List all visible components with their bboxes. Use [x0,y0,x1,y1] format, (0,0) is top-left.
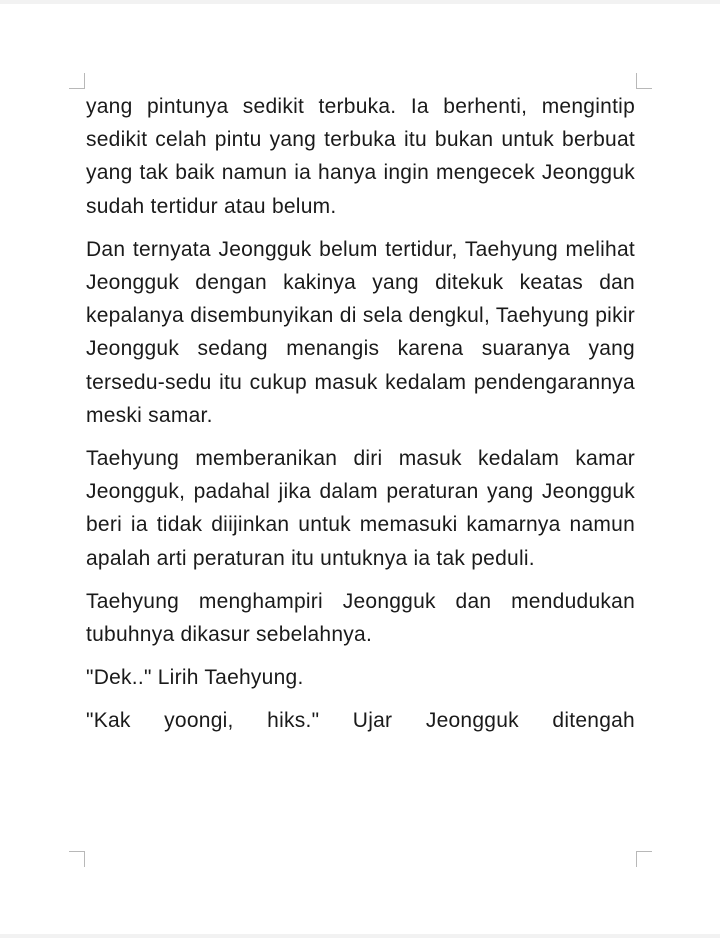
paragraph: "Dek.." Lirih Taehyung. [86,666,304,690]
margin-corner-bottom-right [636,851,652,867]
document-page [0,4,720,934]
paragraph: Dan ternyata Jeongguk belum tertidur, Taehyung melihat Jeongguk dengan kakinya yang ditekuk keatas dan kepalanya disembunyikan di sela dengkul, Taehyung pikir Jeongguk sedang menangis karena suaranya yang tersedu-sedu itu cukup masuk kedalam pendengarannya meski samar. [86,237,635,427]
margin-corner-bottom-left [69,851,85,867]
paragraph: Taehyung memberanikan diri masuk kedalam kamar Jeongguk, padahal jika dalam peraturan yang Jeongguk beri ia tidak diijinkan untuk memasuki kamarnya namun apalah arti peraturan itu untuknya ia tak peduli. [86,447,635,570]
paragraph: yang pintunya sedikit terbuka. Ia berhenti, mengintip sedikit celah pintu yang terbuka itu bukan untuk berbuat yang tak baik namun ia hanya ingin mengecek Jeongguk sudah tertidur atau belum. [86,95,635,218]
paragraph: "Kak yoongi, hiks." Ujar Jeongguk ditengah [86,709,635,733]
document-body[interactable] [86,90,635,840]
margin-corner-top-right [636,73,652,89]
paragraph: Taehyung menghampiri Jeongguk dan mendudukan tubuhnya dikasur sebelahnya. [86,589,635,647]
margin-corner-top-left [69,73,85,89]
